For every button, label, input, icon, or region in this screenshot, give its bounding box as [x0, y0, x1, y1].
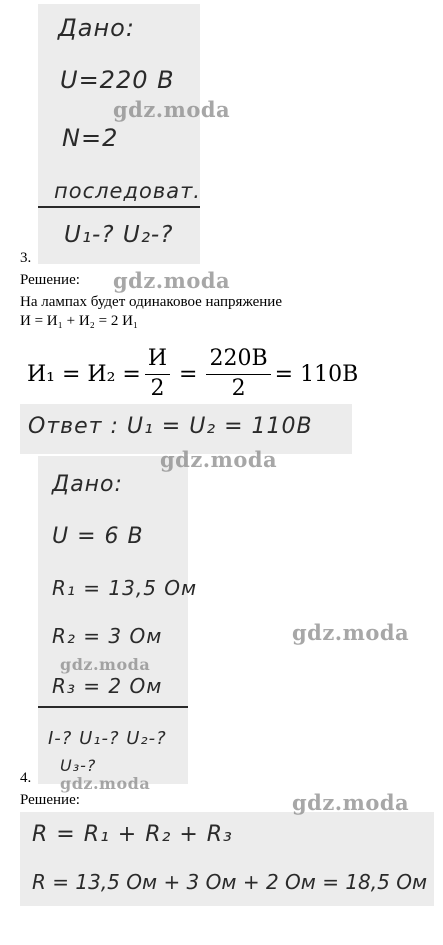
given-r2-4: R₂ = 3 Ом [52, 624, 163, 648]
watermark: gdz.moda [113, 97, 231, 122]
given-connection-3: последоват. [54, 179, 201, 203]
watermark: gdz.moda [60, 774, 151, 793]
fraction-1-numerator: И [145, 347, 170, 374]
watermark: gdz.moda [113, 268, 231, 293]
fraction-1-denominator: 2 [150, 375, 165, 401]
watermark: gdz.moda [160, 447, 278, 472]
given-r3-4: R₃ = 2 Ом [52, 674, 163, 698]
problem-number-4: 4. [20, 770, 32, 786]
formula-rhs: = 110В [274, 361, 359, 387]
problem-number-3: 3. [20, 250, 32, 266]
fraction-2-numerator: 220В [206, 347, 270, 374]
solution-label-3: Решение: [20, 272, 80, 288]
watermark: gdz.moda [292, 620, 410, 645]
given-title-3: Дано: [58, 14, 135, 42]
fraction-2-denominator: 2 [231, 375, 246, 401]
given-find-3: U₁-? U₂-? [64, 222, 174, 248]
given-r1-4: R₁ = 13,5 Ом [52, 576, 198, 600]
given-card-4 [38, 456, 198, 784]
formula-equals: = [179, 361, 198, 387]
solution-eq-4a: R = R₁ + R₂ + R₃ [32, 822, 233, 847]
watermark: gdz.moda [292, 790, 410, 815]
solution-label-4: Решение: [20, 792, 80, 808]
given-card-3 [38, 4, 200, 264]
solution-eq-4b: R = 13,5 Ом + 3 Ом + 2 Ом = 18,5 Ом [32, 870, 428, 894]
answer-text-3: Ответ : U₁ = U₂ = 110В [28, 414, 313, 439]
solution-card-4 [20, 812, 434, 906]
formula-lhs: И₁ = И₂ = [27, 361, 141, 387]
given-count-3: N=2 [62, 124, 119, 152]
given-divider-4 [38, 706, 188, 708]
given-voltage-4: U = 6 В [52, 524, 144, 549]
formula-voltage [27, 342, 358, 406]
given-find-4: I-? U₁-? U₂-? [48, 728, 167, 749]
given-title-4: Дано: [52, 472, 123, 497]
given-divider-3 [38, 206, 200, 208]
fraction-1 [145, 347, 170, 400]
given-voltage-3: U=220 В [60, 66, 175, 94]
given-find-4b: U₃-? [60, 756, 97, 775]
watermark: gdz.moda [60, 655, 151, 674]
fraction-2 [206, 347, 270, 400]
solution-text-3a: На лампах будет одинаковое напряжение [20, 294, 282, 310]
solution-text-3b: И = И₁ + И₂ = 2 И₁ [20, 313, 139, 329]
